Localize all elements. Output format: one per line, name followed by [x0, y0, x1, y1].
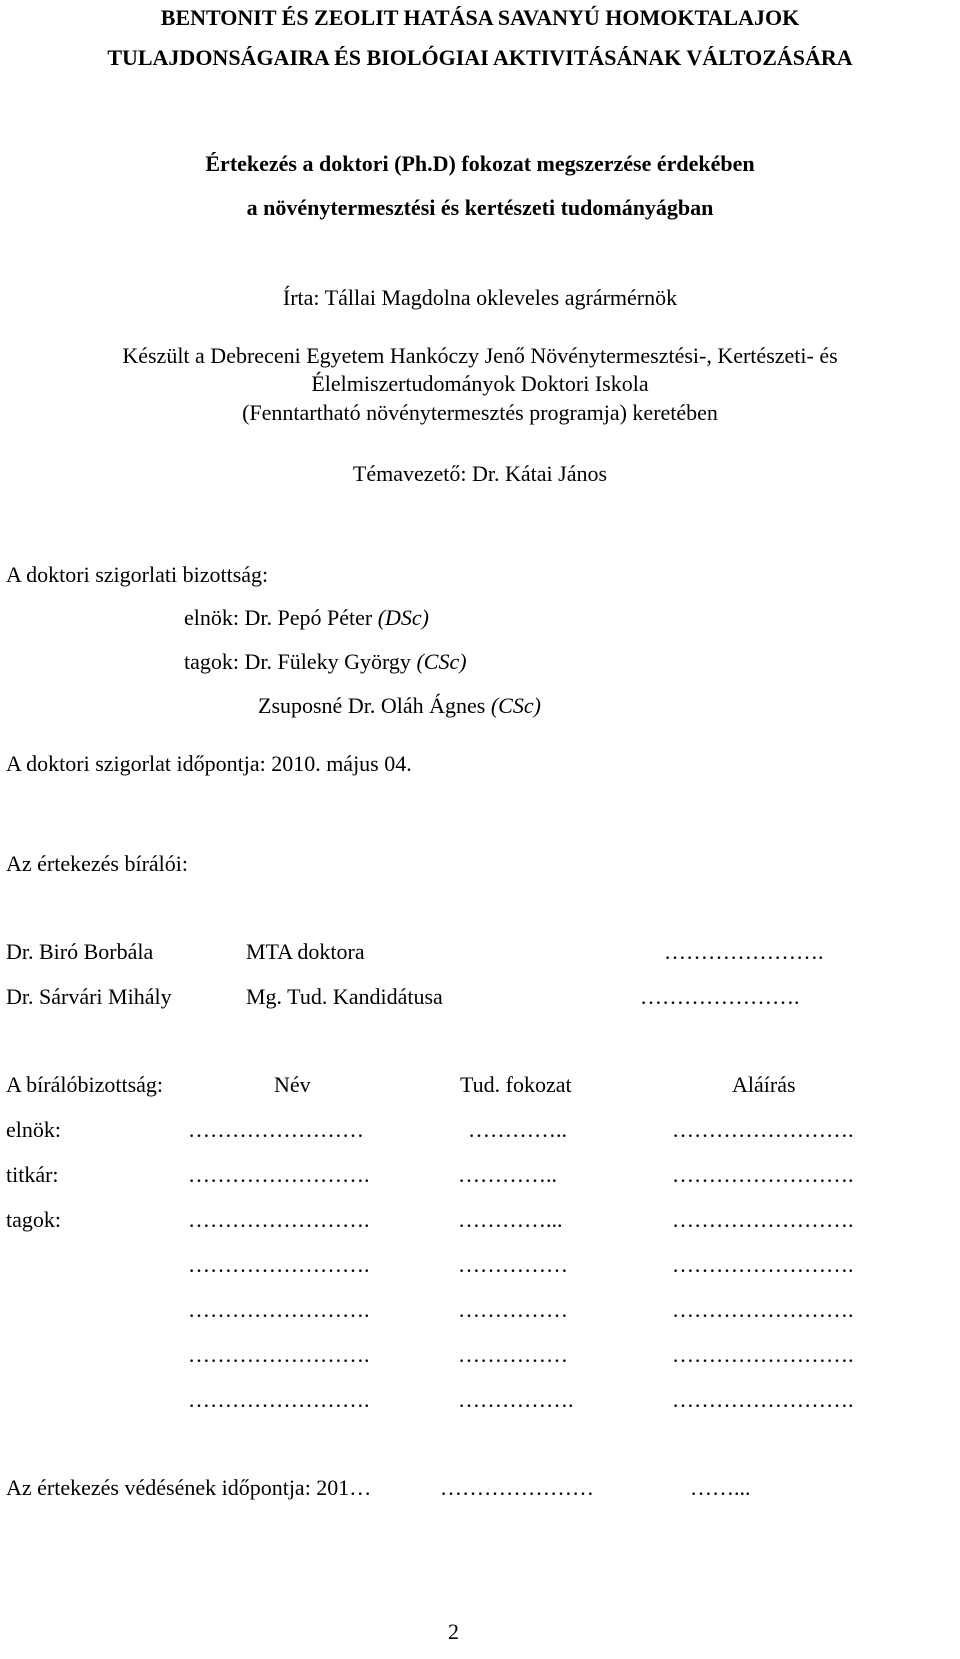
committee-heading: A doktori szigorlati bizottság: [6, 562, 269, 587]
board-row-2-signature: ……………………. [672, 1162, 854, 1187]
reviewer-1-signature: …………………. [664, 939, 824, 964]
school-line-1: Készült a Debreceni Egyetem Hankóczy Jenő Növénytermesztési-, Kertészeti- és [122, 343, 838, 368]
page-number: 2 [448, 1619, 459, 1644]
member-1-degree: (CSc) [416, 649, 467, 674]
member-2-name: Zsuposné Dr. Oláh Ágnes [258, 693, 486, 718]
board-row-4-degree: …………… [458, 1252, 568, 1277]
board-row-4-name: ……………………. [188, 1252, 370, 1277]
defense-date-label: Az értekezés védésének időpontja: 201… [6, 1475, 372, 1500]
board-row-1-name: …………………… [188, 1117, 364, 1142]
reviewer-2-signature: …………………. [640, 984, 800, 1009]
board-row-5-degree: …………… [458, 1297, 568, 1322]
board-row-7-degree: ……………. [458, 1387, 574, 1412]
chair-role: elnök: [184, 605, 239, 630]
member-2-degree: (CSc) [490, 693, 541, 718]
board-row-6-signature: ……………………. [672, 1342, 854, 1367]
board-row-3-degree: …………... [458, 1207, 563, 1232]
board-row-2-degree: ………….. [458, 1162, 557, 1187]
subtitle-line-1: Értekezés a doktori (Ph.D) fokozat megszerzése érdekében [205, 151, 755, 176]
committee-chair [184, 606, 429, 630]
board-row-6-name: ……………………. [188, 1342, 370, 1367]
board-row-2-name: ……………………. [188, 1162, 370, 1187]
board-row-7-signature: ……………………. [672, 1387, 854, 1412]
board-row-1-role: elnök: [6, 1117, 61, 1142]
defense-date-blank-1: ………………… [440, 1475, 594, 1500]
supervisor-line: Témavezető: Dr. Kátai János [352, 461, 608, 486]
reviewer-1-name: Dr. Biró Borbála [6, 939, 154, 964]
board-row-1-degree: ………….. [468, 1117, 567, 1142]
school-line-3: (Fenntartható növénytermesztés programja) keretében [242, 400, 718, 425]
reviewer-2-degree: Mg. Tud. Kandidátusa [246, 984, 443, 1009]
committee-member-1 [184, 650, 467, 674]
board-row-4-signature: ……………………. [672, 1252, 854, 1277]
committee-member-2 [258, 694, 541, 718]
chair-name: Dr. Pepó Péter [244, 605, 373, 630]
board-row-5-signature: ……………………. [672, 1297, 854, 1322]
board-row-2-role: titkár: [6, 1162, 59, 1187]
board-row-7-name: ……………………. [188, 1387, 370, 1412]
reviewer-2-name: Dr. Sárvári Mihály [6, 984, 172, 1009]
reviewer-1-degree: MTA doktora [246, 939, 365, 964]
review-board-col-signature: Aláírás [732, 1072, 796, 1097]
member-1-name: Dr. Füleky György [244, 649, 411, 674]
thesis-title-line-2: TULAJDONSÁGAIRA ÉS BIOLÓGIAI AKTIVITÁSÁNAK VÁLTOZÁSÁRA [107, 45, 853, 70]
author-line: Írta: Tállai Magdolna okleveles agrármérnök [282, 285, 678, 310]
review-board-col-degree: Tud. fokozat [460, 1072, 572, 1097]
reviewers-heading: Az értekezés bírálói: [6, 851, 189, 876]
board-row-1-signature: ……………………. [672, 1117, 854, 1142]
exam-date: A doktori szigorlat időpontja: 2010. május 04. [6, 751, 412, 776]
chair-degree: (DSc) [377, 605, 430, 630]
review-board-heading: A bírálóbizottság: [6, 1072, 164, 1097]
board-row-3-name: ……………………. [188, 1207, 370, 1232]
board-row-3-role: tagok: [6, 1207, 61, 1232]
board-row-6-degree: …………… [458, 1342, 568, 1367]
board-row-5-name: ……………………. [188, 1297, 370, 1322]
review-board-col-name: Név [274, 1072, 311, 1097]
subtitle-line-2: a növénytermesztési és kertészeti tudományágban [246, 195, 714, 220]
school-line-2: Élelmiszertudományok Doktori Iskola [311, 371, 649, 396]
members-role: tagok: [184, 649, 239, 674]
thesis-title-line-1: BENTONIT ÉS ZEOLIT HATÁSA SAVANYÚ HOMOKTALAJOK [160, 5, 800, 30]
defense-date-blank-2: ……... [690, 1475, 751, 1500]
board-row-3-signature: ……………………. [672, 1207, 854, 1232]
